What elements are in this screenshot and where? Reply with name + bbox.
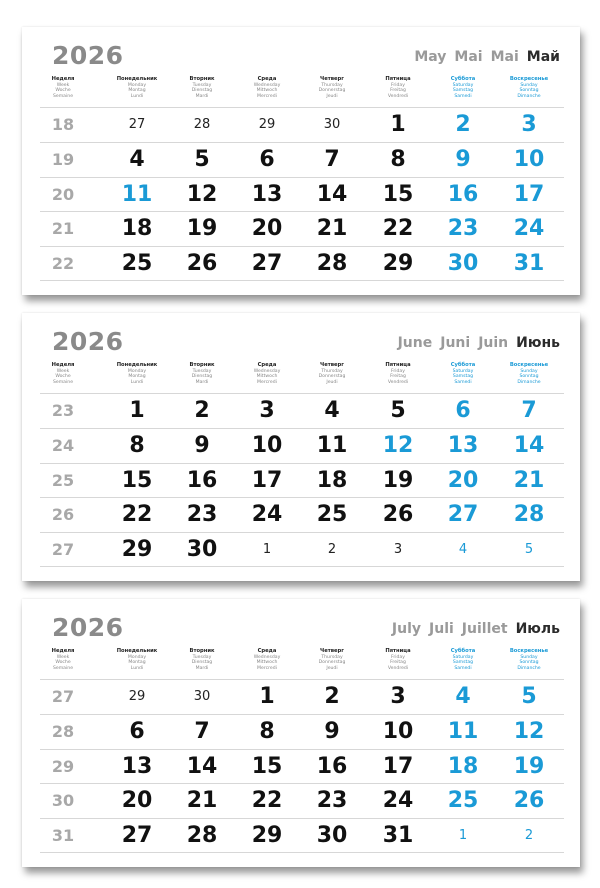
weekday-name-ru: Пятница — [385, 76, 411, 82]
weekday-name-en: Week — [56, 82, 70, 88]
day-cell: 27 — [121, 823, 153, 849]
weekday-name-de: Woche — [55, 374, 71, 380]
day-cell: 5 — [390, 398, 406, 423]
day-cell: 25 — [447, 788, 479, 814]
weekday-name-de: Mittwoch — [256, 660, 278, 666]
day-cell: 19 — [513, 753, 545, 779]
weekday-name-en: Friday — [391, 82, 405, 88]
weekday-name-en: Saturday — [452, 82, 474, 88]
day-cell: 13 — [251, 181, 283, 207]
day-cell: 7 — [324, 146, 340, 172]
week-number: 25 — [51, 470, 75, 490]
month-name: May — [414, 49, 447, 65]
week-number: 27 — [51, 687, 75, 706]
day-cell: 19 — [382, 467, 414, 493]
weekday-name-ru: Воскресенье — [509, 648, 549, 654]
weekday-name-ru: Вторник — [189, 362, 215, 368]
weekday-name-ru: Неделя — [51, 76, 75, 82]
weekday-name-fr: Vendredi — [387, 379, 409, 385]
day-cell: 30 — [186, 537, 218, 563]
week-number: 31 — [51, 826, 75, 846]
weekday-name-en: Week — [56, 654, 70, 660]
day-cell: 25 — [316, 502, 348, 528]
weekday-name-de: Freitag — [390, 88, 406, 94]
weekday-name-fr: Mercredi — [257, 665, 277, 671]
day-cell: 15 — [121, 467, 153, 493]
week-number: 23 — [51, 401, 75, 420]
adjacent-month-day: 28 — [193, 117, 211, 132]
weekday-name-en: Monday — [127, 654, 147, 660]
day-cell: 14 — [316, 181, 348, 207]
day-cell: 23 — [316, 788, 348, 814]
weekday-header — [489, 649, 569, 671]
day-cell: 12 — [186, 181, 218, 207]
weekday-name-en: Monday — [127, 368, 147, 374]
weekday-name-fr: Mercredi — [257, 93, 277, 99]
weekday-name-en: Tuesday — [192, 82, 212, 88]
day-cell: 17 — [513, 181, 545, 207]
weekday-name-fr: Samedi — [454, 665, 472, 671]
week-number: 28 — [51, 721, 75, 741]
day-cell: 9 — [455, 146, 471, 172]
year-label: 2026 — [52, 41, 124, 70]
month-name: Mai — [454, 49, 483, 65]
weekday-name-de: Donnerstag — [318, 88, 346, 94]
week-row — [40, 532, 564, 567]
week-number: 29 — [51, 756, 75, 776]
week-row — [40, 177, 564, 212]
week-row — [40, 818, 564, 853]
weekday-name-ru: Четверг — [320, 76, 344, 82]
weekday-name-fr: Semaine — [52, 665, 74, 671]
weekday-name-ru: Четверг — [320, 648, 344, 654]
weekday-name-ru: Среда — [257, 648, 277, 654]
weekday-name-de: Mittwoch — [256, 88, 278, 94]
weekday-name-de: Dienstag — [191, 88, 213, 94]
weekday-name-de: Montag — [128, 374, 146, 380]
day-cell: 5 — [194, 146, 210, 172]
weekday-name-fr: Semaine — [52, 93, 74, 99]
day-cell: 1 — [390, 112, 406, 137]
day-cell: 9 — [324, 718, 340, 744]
day-cell: 23 — [447, 216, 479, 242]
month-name: Juli — [429, 621, 454, 637]
week-row — [40, 428, 564, 463]
day-cell: 14 — [513, 432, 545, 458]
adjacent-month-day: 4 — [458, 542, 468, 558]
day-cell: 30 — [447, 251, 479, 277]
weekday-name-ru: Понедельник — [116, 76, 158, 82]
weekday-name-en: Week — [56, 368, 70, 374]
day-cell: 31 — [513, 251, 545, 277]
day-cell: 2 — [324, 684, 340, 709]
weekday-header-row — [22, 363, 580, 393]
day-cell: 6 — [129, 718, 145, 744]
day-cell: 18 — [121, 216, 153, 242]
day-cell: 26 — [382, 502, 414, 528]
adjacent-month-day: 29 — [128, 689, 146, 704]
day-cell: 4 — [129, 146, 145, 172]
day-cell: 28 — [316, 251, 348, 277]
adjacent-month-day: 1 — [262, 542, 272, 558]
weekday-name-fr: Jeudi — [326, 93, 338, 99]
day-cell: 5 — [521, 684, 537, 709]
weekday-name-ru: Суббота — [450, 648, 476, 654]
weekday-header — [489, 77, 569, 99]
week-number: 22 — [51, 254, 75, 274]
day-cell: 15 — [382, 181, 414, 207]
weekday-name-fr: Vendredi — [387, 93, 409, 99]
day-cell: 12 — [513, 718, 545, 744]
day-cell: 2 — [194, 398, 210, 423]
weekday-name-de: Freitag — [390, 660, 406, 666]
day-cell: 21 — [316, 216, 348, 242]
month-name: Juillet — [461, 621, 508, 637]
weekday-name-ru: Среда — [257, 76, 277, 82]
month-names — [406, 49, 560, 65]
month-name: Juin — [478, 335, 509, 351]
week-rows — [40, 393, 564, 567]
day-cell: 28 — [513, 502, 545, 528]
month-name: Июль — [515, 621, 560, 637]
weekday-name-de: Donnerstag — [318, 660, 346, 666]
week-number: 20 — [51, 184, 75, 204]
day-cell: 18 — [447, 753, 479, 779]
day-cell: 26 — [513, 788, 545, 814]
day-cell: 19 — [186, 216, 218, 242]
day-cell: 20 — [121, 788, 153, 814]
weekday-name-fr: Semaine — [52, 379, 74, 385]
weekday-name-fr: Dimanche — [517, 93, 541, 99]
week-column-header — [43, 363, 83, 385]
weekday-name-en: Wednesday — [253, 82, 281, 88]
week-column-header — [43, 77, 83, 99]
adjacent-month-day: 27 — [128, 117, 146, 132]
week-row — [40, 714, 564, 749]
week-row — [40, 679, 564, 714]
weekday-name-de: Freitag — [390, 374, 406, 380]
day-cell: 30 — [316, 823, 348, 849]
day-cell: 6 — [259, 146, 275, 172]
weekday-name-ru: Суббота — [450, 76, 476, 82]
weekday-name-en: Thursday — [321, 82, 343, 88]
adjacent-month-day: 30 — [193, 689, 211, 704]
week-row — [40, 142, 564, 177]
weekday-name-de: Montag — [128, 660, 146, 666]
week-number: 18 — [51, 115, 75, 134]
week-column-header — [43, 649, 83, 671]
weekday-name-de: Sonntag — [519, 374, 539, 380]
day-cell: 16 — [186, 467, 218, 493]
week-number: 19 — [51, 149, 75, 169]
day-cell: 22 — [382, 216, 414, 242]
day-cell: 29 — [121, 537, 153, 563]
weekday-name-de: Dienstag — [191, 374, 213, 380]
day-cell: 7 — [521, 398, 537, 423]
weekday-name-en: Wednesday — [253, 654, 281, 660]
weekday-name-en: Thursday — [321, 368, 343, 374]
weekday-name-fr: Vendredi — [387, 665, 409, 671]
day-cell: 26 — [186, 251, 218, 277]
weekday-name-fr: Dimanche — [517, 379, 541, 385]
weekday-name-de: Dienstag — [191, 660, 213, 666]
day-cell: 13 — [121, 753, 153, 779]
weekday-name-fr: Mardi — [195, 665, 209, 671]
adjacent-month-day: 1 — [458, 828, 468, 844]
day-cell: 6 — [455, 398, 471, 423]
day-cell: 1 — [259, 684, 275, 709]
day-cell: 11 — [447, 718, 479, 744]
weekday-name-fr: Samedi — [454, 379, 472, 385]
adjacent-month-day: 5 — [524, 542, 534, 558]
week-rows — [40, 107, 564, 281]
weekday-name-de: Woche — [55, 88, 71, 94]
month-name: July — [391, 621, 422, 637]
weekday-name-fr: Jeudi — [326, 379, 338, 385]
week-number: 27 — [51, 540, 75, 560]
adjacent-month-day: 30 — [323, 117, 341, 132]
day-cell: 9 — [194, 432, 210, 458]
day-cell: 7 — [194, 718, 210, 744]
month-names — [390, 335, 560, 351]
day-cell: 3 — [390, 684, 406, 709]
year-label: 2026 — [52, 613, 124, 642]
day-cell: 3 — [259, 398, 275, 423]
day-cell: 29 — [382, 251, 414, 277]
day-cell: 31 — [382, 823, 414, 849]
month-name: June — [397, 335, 433, 351]
year-label: 2026 — [52, 327, 124, 356]
weekday-header-row — [22, 77, 580, 107]
weekday-name-ru: Пятница — [385, 648, 411, 654]
weekday-name-de: Donnerstag — [318, 374, 346, 380]
weekday-name-fr: Lundi — [130, 379, 144, 385]
day-cell: 4 — [324, 398, 340, 423]
week-row — [40, 211, 564, 246]
day-cell: 4 — [455, 684, 471, 709]
weekday-name-de: Sonntag — [519, 88, 539, 94]
weekday-name-fr: Lundi — [130, 665, 144, 671]
weekday-name-de: Montag — [128, 88, 146, 94]
day-cell: 24 — [251, 502, 283, 528]
day-cell: 8 — [129, 432, 145, 458]
weekday-name-fr: Mardi — [195, 379, 209, 385]
day-cell: 21 — [186, 788, 218, 814]
weekday-name-en: Tuesday — [192, 654, 212, 660]
weekday-name-en: Wednesday — [253, 368, 281, 374]
day-cell: 13 — [447, 432, 479, 458]
weekday-name-ru: Вторник — [189, 76, 215, 82]
month-name: Июнь — [516, 335, 560, 351]
month-name: Mai — [490, 49, 519, 65]
weekday-name-fr: Lundi — [130, 93, 144, 99]
week-row — [40, 497, 564, 532]
week-row — [40, 393, 564, 428]
weekday-name-en: Sunday — [520, 368, 538, 374]
day-cell: 11 — [316, 432, 348, 458]
week-row — [40, 749, 564, 784]
day-cell: 24 — [382, 788, 414, 814]
day-cell: 8 — [259, 718, 275, 744]
weekday-name-en: Tuesday — [192, 368, 212, 374]
weekday-name-ru: Воскресенье — [509, 76, 549, 82]
weekday-name-ru: Вторник — [189, 648, 215, 654]
day-cell: 10 — [251, 432, 283, 458]
weekday-name-fr: Mardi — [195, 93, 209, 99]
week-number: 21 — [51, 219, 75, 239]
day-cell: 27 — [251, 251, 283, 277]
week-number: 30 — [51, 791, 75, 811]
day-cell: 29 — [251, 823, 283, 849]
day-cell: 27 — [447, 502, 479, 528]
adjacent-month-day: 2 — [524, 828, 534, 844]
weekday-name-ru: Неделя — [51, 362, 75, 368]
week-number: 24 — [51, 435, 75, 455]
adjacent-month-day: 3 — [393, 542, 403, 558]
weekday-name-en: Thursday — [321, 654, 343, 660]
day-cell: 8 — [390, 146, 406, 172]
day-cell: 22 — [251, 788, 283, 814]
week-row — [40, 463, 564, 498]
day-cell: 28 — [186, 823, 218, 849]
weekday-name-en: Friday — [391, 654, 405, 660]
day-cell: 20 — [447, 467, 479, 493]
week-rows — [40, 679, 564, 853]
weekday-name-fr: Dimanche — [517, 665, 541, 671]
day-cell: 10 — [382, 718, 414, 744]
weekday-name-ru: Воскресенье — [509, 362, 549, 368]
week-row — [40, 246, 564, 281]
weekday-name-en: Sunday — [520, 654, 538, 660]
month-name: Май — [526, 49, 560, 65]
weekday-header — [489, 363, 569, 385]
weekday-name-de: Samstag — [452, 660, 474, 666]
month-name: Juni — [440, 335, 471, 351]
weekday-name-fr: Mercredi — [257, 379, 277, 385]
weekday-name-fr: Samedi — [454, 93, 472, 99]
weekday-name-fr: Jeudi — [326, 665, 338, 671]
day-cell: 1 — [129, 398, 145, 423]
weekday-name-en: Friday — [391, 368, 405, 374]
day-cell: 3 — [521, 112, 537, 137]
weekday-name-ru: Пятница — [385, 362, 411, 368]
weekday-name-ru: Неделя — [51, 648, 75, 654]
adjacent-month-day: 2 — [327, 542, 337, 558]
day-cell: 12 — [382, 432, 414, 458]
month-panel — [22, 599, 580, 867]
day-cell: 25 — [121, 251, 153, 277]
day-cell: 10 — [513, 146, 545, 172]
weekday-name-en: Sunday — [520, 82, 538, 88]
weekday-header-row — [22, 649, 580, 679]
day-cell: 23 — [186, 502, 218, 528]
month-panel — [22, 27, 580, 295]
weekday-name-de: Mittwoch — [256, 374, 278, 380]
week-row — [40, 783, 564, 818]
weekday-name-de: Samstag — [452, 374, 474, 380]
month-panel — [22, 313, 580, 581]
day-cell: 14 — [186, 753, 218, 779]
day-cell: 16 — [316, 753, 348, 779]
weekday-name-ru: Среда — [257, 362, 277, 368]
day-cell: 18 — [316, 467, 348, 493]
weekday-name-ru: Понедельник — [116, 648, 158, 654]
weekday-name-ru: Понедельник — [116, 362, 158, 368]
day-cell: 2 — [455, 112, 471, 137]
weekday-name-de: Samstag — [452, 88, 474, 94]
weekday-name-en: Saturday — [452, 368, 474, 374]
day-cell: 15 — [251, 753, 283, 779]
day-cell: 20 — [251, 216, 283, 242]
week-row — [40, 107, 564, 142]
week-number: 26 — [51, 505, 75, 525]
month-names — [384, 621, 560, 637]
weekday-name-ru: Четверг — [320, 362, 344, 368]
day-cell: 21 — [513, 467, 545, 493]
day-cell: 11 — [121, 181, 153, 207]
weekday-name-de: Woche — [55, 660, 71, 666]
day-cell: 17 — [251, 467, 283, 493]
weekday-name-en: Saturday — [452, 654, 474, 660]
day-cell: 22 — [121, 502, 153, 528]
day-cell: 17 — [382, 753, 414, 779]
weekday-name-ru: Суббота — [450, 362, 476, 368]
adjacent-month-day: 29 — [258, 117, 276, 132]
day-cell: 24 — [513, 216, 545, 242]
weekday-name-de: Sonntag — [519, 660, 539, 666]
day-cell: 16 — [447, 181, 479, 207]
weekday-name-en: Monday — [127, 82, 147, 88]
